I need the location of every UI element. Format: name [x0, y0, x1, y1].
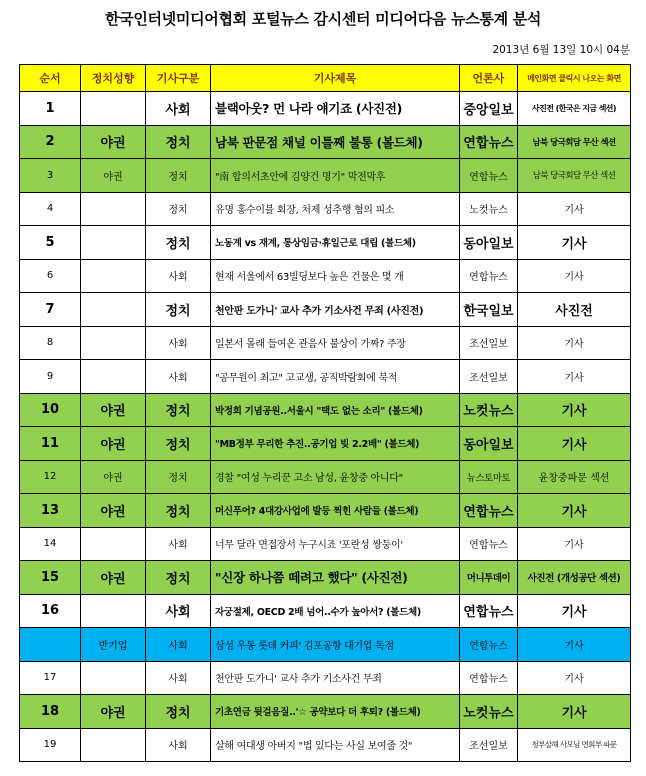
cell-channel: 윤창중파문 섹션: [518, 460, 631, 494]
cell-channel: 기사: [518, 192, 631, 226]
cell-no: 15: [20, 561, 81, 595]
table-row: [20, 494, 631, 528]
cell-publisher: 연합뉴스: [460, 594, 518, 628]
cell-category: 정치: [146, 561, 211, 595]
cell-category: 정치: [146, 125, 211, 159]
page-title: 한국인터넷미디어협회 포털뉴스 감시센터 미디어다음 뉴스통계 분석: [104, 10, 542, 28]
cell-politics: [81, 527, 146, 561]
header-headline: 기사제목: [211, 65, 460, 92]
cell-politics: [81, 728, 146, 762]
cell-no: 11: [20, 427, 81, 461]
table-row: [20, 192, 631, 226]
cell-headline: 너무 달라 면접장서 누구시죠 '포란성 쌍둥이': [211, 527, 460, 561]
cell-category: 사회: [146, 661, 211, 695]
cell-headline: 유명 홍수이블 회장, 처제 성추행 혐의 피소: [211, 192, 460, 226]
cell-publisher: 연합뉴스: [460, 259, 518, 293]
table-row: [20, 393, 631, 427]
cell-politics: 야권: [81, 159, 146, 193]
table-row: [20, 159, 631, 193]
cell-category: 사회: [146, 628, 211, 662]
cell-politics: 야권: [81, 125, 146, 159]
cell-headline: 천안판 도가니' 교사 추가 기소사건 무죄: [211, 661, 460, 695]
table-row: [20, 326, 631, 360]
cell-channel: 기사: [518, 594, 631, 628]
cell-politics: [81, 360, 146, 394]
cell-headline: 기초연금 뒷걸음질..'☆ 공약보다 더 후퇴? (볼드체): [211, 695, 460, 729]
cell-channel: 기사: [518, 628, 631, 662]
cell-channel: 기사: [518, 494, 631, 528]
cell-headline: 경찰 "여성 누리꾼 고소 남성, 윤창중 아니다": [211, 460, 460, 494]
cell-politics: [81, 226, 146, 260]
cell-publisher: 머니투데이: [460, 561, 518, 595]
timestamp: 2013년 6월 13일 10시 04분: [492, 44, 630, 56]
cell-channel: 기사: [518, 661, 631, 695]
cell-publisher: 중앙일보: [460, 92, 518, 126]
cell-no: 1: [20, 92, 81, 126]
cell-politics: 야권: [81, 427, 146, 461]
table-row: [20, 226, 631, 260]
cell-no: [20, 628, 81, 662]
cell-politics: [81, 661, 146, 695]
cell-publisher: 연합뉴스: [460, 527, 518, 561]
table-row: [20, 427, 631, 461]
cell-category: 사회: [146, 594, 211, 628]
cell-headline: 자궁절제, OECD 2배 넘어..수가 높아서? (볼드체): [211, 594, 460, 628]
table-row: [20, 293, 631, 327]
cell-channel: 사진전: [518, 293, 631, 327]
table-row: [20, 527, 631, 561]
table-row: [20, 125, 631, 159]
table-row: [20, 628, 631, 662]
cell-channel: 사진전 (개성공단 섹션): [518, 561, 631, 595]
cell-category: 정치: [146, 293, 211, 327]
cell-channel: 기사: [518, 259, 631, 293]
cell-channel: 기사: [518, 226, 631, 260]
cell-no: 10: [20, 393, 81, 427]
cell-publisher: 조선일보: [460, 360, 518, 394]
cell-publisher: 조선일보: [460, 728, 518, 762]
table-row: [20, 594, 631, 628]
cell-no: 2: [20, 125, 81, 159]
cell-publisher: 뉴스토마토: [460, 460, 518, 494]
cell-no: 5: [20, 226, 81, 260]
cell-politics: 반기업: [81, 628, 146, 662]
cell-channel: 기사: [518, 326, 631, 360]
cell-category: 정치: [146, 393, 211, 427]
table-row: [20, 360, 631, 394]
cell-category: 사회: [146, 527, 211, 561]
cell-politics: [81, 92, 146, 126]
cell-no: 9: [20, 360, 81, 394]
header-channel: 메인화면 클릭시 나오는 화면: [518, 65, 631, 92]
cell-headline: 삼성 우동 롯데 커피' 김포공항 대기업 독점: [211, 628, 460, 662]
cell-channel: 사진전 (한국은 지금 섹션): [518, 92, 631, 126]
cell-no: 6: [20, 259, 81, 293]
header-politics: 정치성향: [81, 65, 146, 92]
cell-headline: 남북 판문점 채널 이틀째 불통 (볼드체): [211, 125, 460, 159]
cell-politics: [81, 259, 146, 293]
cell-headline: 박정희 기념공원..서울시 "택도 없는 소리" (볼드체): [211, 393, 460, 427]
cell-no: 12: [20, 460, 81, 494]
cell-headline: 머신푸어? 4대강사업에 발등 찍힌 사람들 (볼드체): [211, 494, 460, 528]
header-publisher: 언론사: [460, 65, 518, 92]
cell-headline: "공무원이 최고" 고교생, 공직박람회에 북적: [211, 360, 460, 394]
cell-headline: 노동계 vs 재계, 통상임금·휴일근로 대립 (볼드체): [211, 226, 460, 260]
cell-no: 13: [20, 494, 81, 528]
cell-no: 16: [20, 594, 81, 628]
cell-politics: 야권: [81, 393, 146, 427]
header-no: 순서: [20, 65, 81, 92]
table-row: [20, 92, 631, 126]
cell-channel: 기사: [518, 527, 631, 561]
cell-headline: 블랙아웃? 먼 나라 얘기죠 (사진전): [211, 92, 460, 126]
cell-politics: [81, 326, 146, 360]
cell-publisher: 노컷뉴스: [460, 192, 518, 226]
cell-publisher: 연합뉴스: [460, 661, 518, 695]
cell-headline: 일본서 몰래 들여온 관음사 불상이 가짜? 주장: [211, 326, 460, 360]
cell-publisher: 연합뉴스: [460, 159, 518, 193]
cell-politics: [81, 192, 146, 226]
cell-category: 정치: [146, 226, 211, 260]
cell-no: 19: [20, 728, 81, 762]
cell-no: 7: [20, 293, 81, 327]
news-statistics-table: [19, 64, 631, 762]
cell-politics: 야권: [81, 561, 146, 595]
cell-politics: 야권: [81, 695, 146, 729]
cell-category: 정치: [146, 427, 211, 461]
cell-headline: "신장 하나쯤 떼려고 했다" (사진전): [211, 561, 460, 595]
cell-no: 14: [20, 527, 81, 561]
cell-channel: 기사: [518, 360, 631, 394]
cell-headline: 살해 여대생 아버지 "법 있다는 사실 보여줄 것": [211, 728, 460, 762]
cell-politics: 야권: [81, 494, 146, 528]
cell-category: 정치: [146, 494, 211, 528]
cell-headline: "南 합의서초안에 김양건 명기" 막전막후: [211, 159, 460, 193]
cell-category: 사회: [146, 728, 211, 762]
cell-politics: [81, 293, 146, 327]
table-row: [20, 695, 631, 729]
cell-publisher: 조선일보: [460, 326, 518, 360]
cell-category: 정치: [146, 695, 211, 729]
cell-category: 사회: [146, 360, 211, 394]
cell-headline: 천안판 도가니' 교사 추가 기소사건 무죄 (사진전): [211, 293, 460, 327]
cell-headline: "MB정부 무리한 추진..공기업 빚 2.2배" (볼드체): [211, 427, 460, 461]
cell-publisher: 한국일보: [460, 293, 518, 327]
cell-no: 8: [20, 326, 81, 360]
table-row: [20, 460, 631, 494]
cell-no: 4: [20, 192, 81, 226]
cell-publisher: 동아일보: [460, 226, 518, 260]
cell-category: 사회: [146, 259, 211, 293]
cell-publisher: 연합뉴스: [460, 125, 518, 159]
cell-category: 정치: [146, 460, 211, 494]
cell-channel: 남북 당국회담 무산 섹션: [518, 125, 631, 159]
cell-publisher: 연합뉴스: [460, 494, 518, 528]
table-row: [20, 561, 631, 595]
cell-publisher: 노컷뉴스: [460, 695, 518, 729]
cell-category: 정치: [146, 192, 211, 226]
cell-channel: 기사: [518, 427, 631, 461]
cell-channel: 기사: [518, 393, 631, 427]
cell-politics: [81, 594, 146, 628]
cell-publisher: 노컷뉴스: [460, 393, 518, 427]
cell-headline: 현재 서울에서 63빌딩보다 높은 건물은 몇 개: [211, 259, 460, 293]
table-row: [20, 728, 631, 762]
cell-publisher: 동아일보: [460, 427, 518, 461]
cell-category: 사회: [146, 326, 211, 360]
cell-channel: 남북 당국회담 무산 섹션: [518, 159, 631, 193]
header-category: 기사구분: [146, 65, 211, 92]
cell-category: 사회: [146, 92, 211, 126]
table-row: [20, 661, 631, 695]
cell-no: 3: [20, 159, 81, 193]
table-row: [20, 259, 631, 293]
cell-category: 정치: [146, 159, 211, 193]
cell-politics: 야권: [81, 460, 146, 494]
cell-no: 18: [20, 695, 81, 729]
header-row: [20, 65, 631, 92]
cell-no: 17: [20, 661, 81, 695]
cell-publisher: 연합뉴스: [460, 628, 518, 662]
cell-channel: 기사: [518, 695, 631, 729]
cell-channel: 청부살해 사모님 면회부 파문: [518, 728, 631, 762]
